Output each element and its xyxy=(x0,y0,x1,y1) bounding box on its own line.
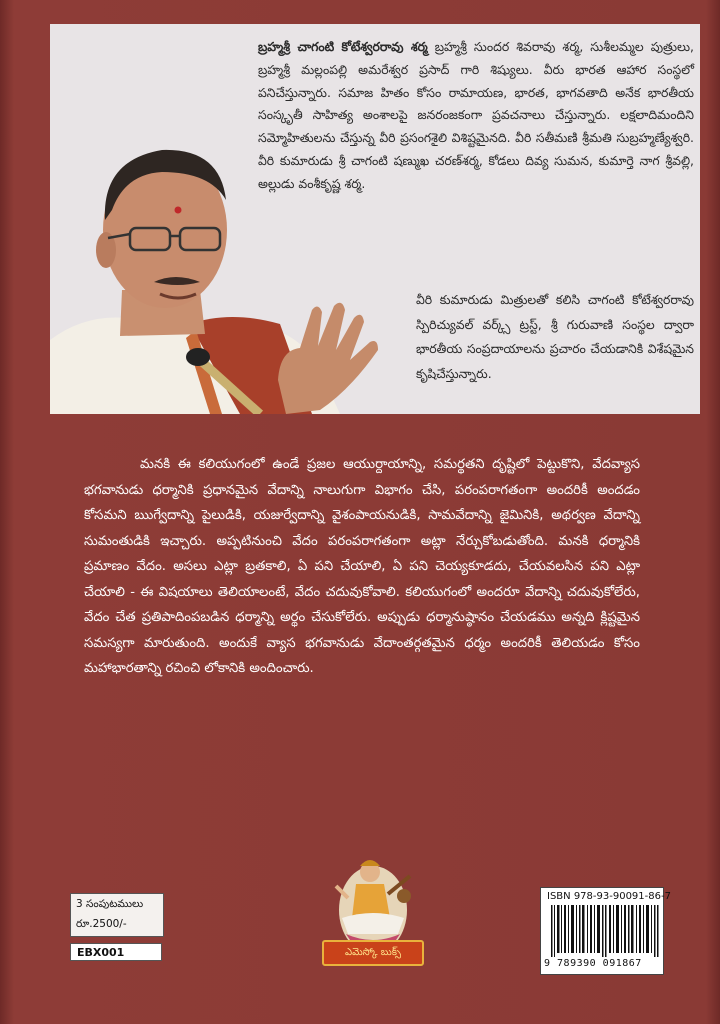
description-text: మనకి ఈ కలియుగంలో ఉండే ప్రజల ఆయుర్దాయాన్ని, సమర్థతని దృష్టిలో పెట్టుకొని, వేదవ్యాస భగవానుడు ధర్మానికి ప్రధానమైన వేదాన్ని నాలుగుగా విభాగం చేసి, పరంపరాగతంగా అందరికీ అందడం కోసమని ఋగ్వేదాన్ని పైలుడికి, యజుర్వేదాన్ని వైశంపాయనుడికి, సామవేదాన్ని జైమినికి, అథర్వణ వేదాన్ని సుమంతుడికి ఇచ్చారు. అప్పటినుంచి వేదం పరంపరాగతంగా అట్లా నేర్చుకోబడుతోంది. మనకి ధర్మానికి ప్రమాణం వేదం. అసలు ఎట్లా బ్రతకాలి, ఏ పని చేయాలి, ఏ పని చెయ్యకూడదు, చేయవలసిన పని ఎట్లా చేయాలి - ఈ విషయాలు తెలియాలంటే, వేదం చదువుకోవాలి. కలియుగంలో అందరూ వేదాన్ని చదువుకోలేరు, వేదం చేత ప్రతిపాదింపబడిన ధర్మాన్ని అర్థం చేసుకోలేరు. అప్పుడు ధర్మానుష్ఠానం చేయడము అన్నది క్లిష్టమైన సమస్యగా మారుతుంది. అందుకే వ్యాస భగవానుడు వేదాంతర్గతమైన ధర్మం అందరికీ తెలియడం కోసం మహాభారతాన్ని రచించి లోకానికి అందించారు. xyxy=(84,457,640,676)
author-panel xyxy=(50,24,700,414)
book-code: EBX001 xyxy=(70,943,162,961)
isbn-barcode-box xyxy=(540,887,671,975)
author-bio-paragraph xyxy=(258,36,694,196)
price-label: రూ.2500/- xyxy=(76,918,127,930)
volume-count: 3 సంపుటములు xyxy=(76,898,144,910)
barcode-icon xyxy=(551,905,659,957)
isbn-digits: 9 789390 091867 xyxy=(544,958,642,969)
author-trust-text: వీరి కుమారుడు మిత్రులతో కలిసి చాగంటి కోటేశ్వరరావు స్పిరిచ్యువల్ వర్క్స్ ట్రస్ట్, శ్రీ గురువాణి సంస్థల ద్వారా భారతీయ సంప్రదాయాలను ప్రచారం చేయడానికి విశేషమైన కృషిచేస్తున్నారు. xyxy=(416,292,694,381)
author-trust-paragraph xyxy=(416,288,694,386)
author-bio-text: బ్రహ్మశ్రీ సుందర శివరావు శర్మ, సుశీలమ్మల పుత్రులు, బ్రహ్మశ్రీ మల్లంపల్లి అమరేశ్వర ప్రసాద్ గారి శిష్యులు. వీరు భారత ఆహార సంస్థలో పనిచేస్తున్నారు. సమాజ హితం కోసం రామాయణ, భారత, భాగవతాది అనేక భారతీయ సంస్కృతీ సాహిత్య అంశాలపై జనరంజకంగా ప్రవచనాలు చేస్తున్నారు. లక్షలాదిమందిని సమ్మోహితులను చేస్తున్న వీరి ప్రసంగశైలి విశిష్టమైనది. వీరి సతీమణి శ్రీమతి సుబ్రహ్మణ్యేశ్వరి. వీరి కుమారుడు శ్రీ చాగంటి షణ్ముఖ చరణ్‌శర్మ, కోడలు దివ్య సుమన, కుమార్తె నాగ శ్రీవల్లి, అల్లుడు వంశీకృష్ణ శర్మ. xyxy=(258,39,694,191)
publisher-banner: ఎమెస్కో బుక్స్ xyxy=(322,940,424,966)
isbn-label: ISBN 978-93-90091-86-7 xyxy=(547,891,671,902)
volume-price-box xyxy=(70,893,164,937)
author-name: బ్రహ్మశ్రీ చాగంటి కోటేశ్వరరావు శర్మ xyxy=(258,39,428,54)
book-description xyxy=(84,452,640,682)
